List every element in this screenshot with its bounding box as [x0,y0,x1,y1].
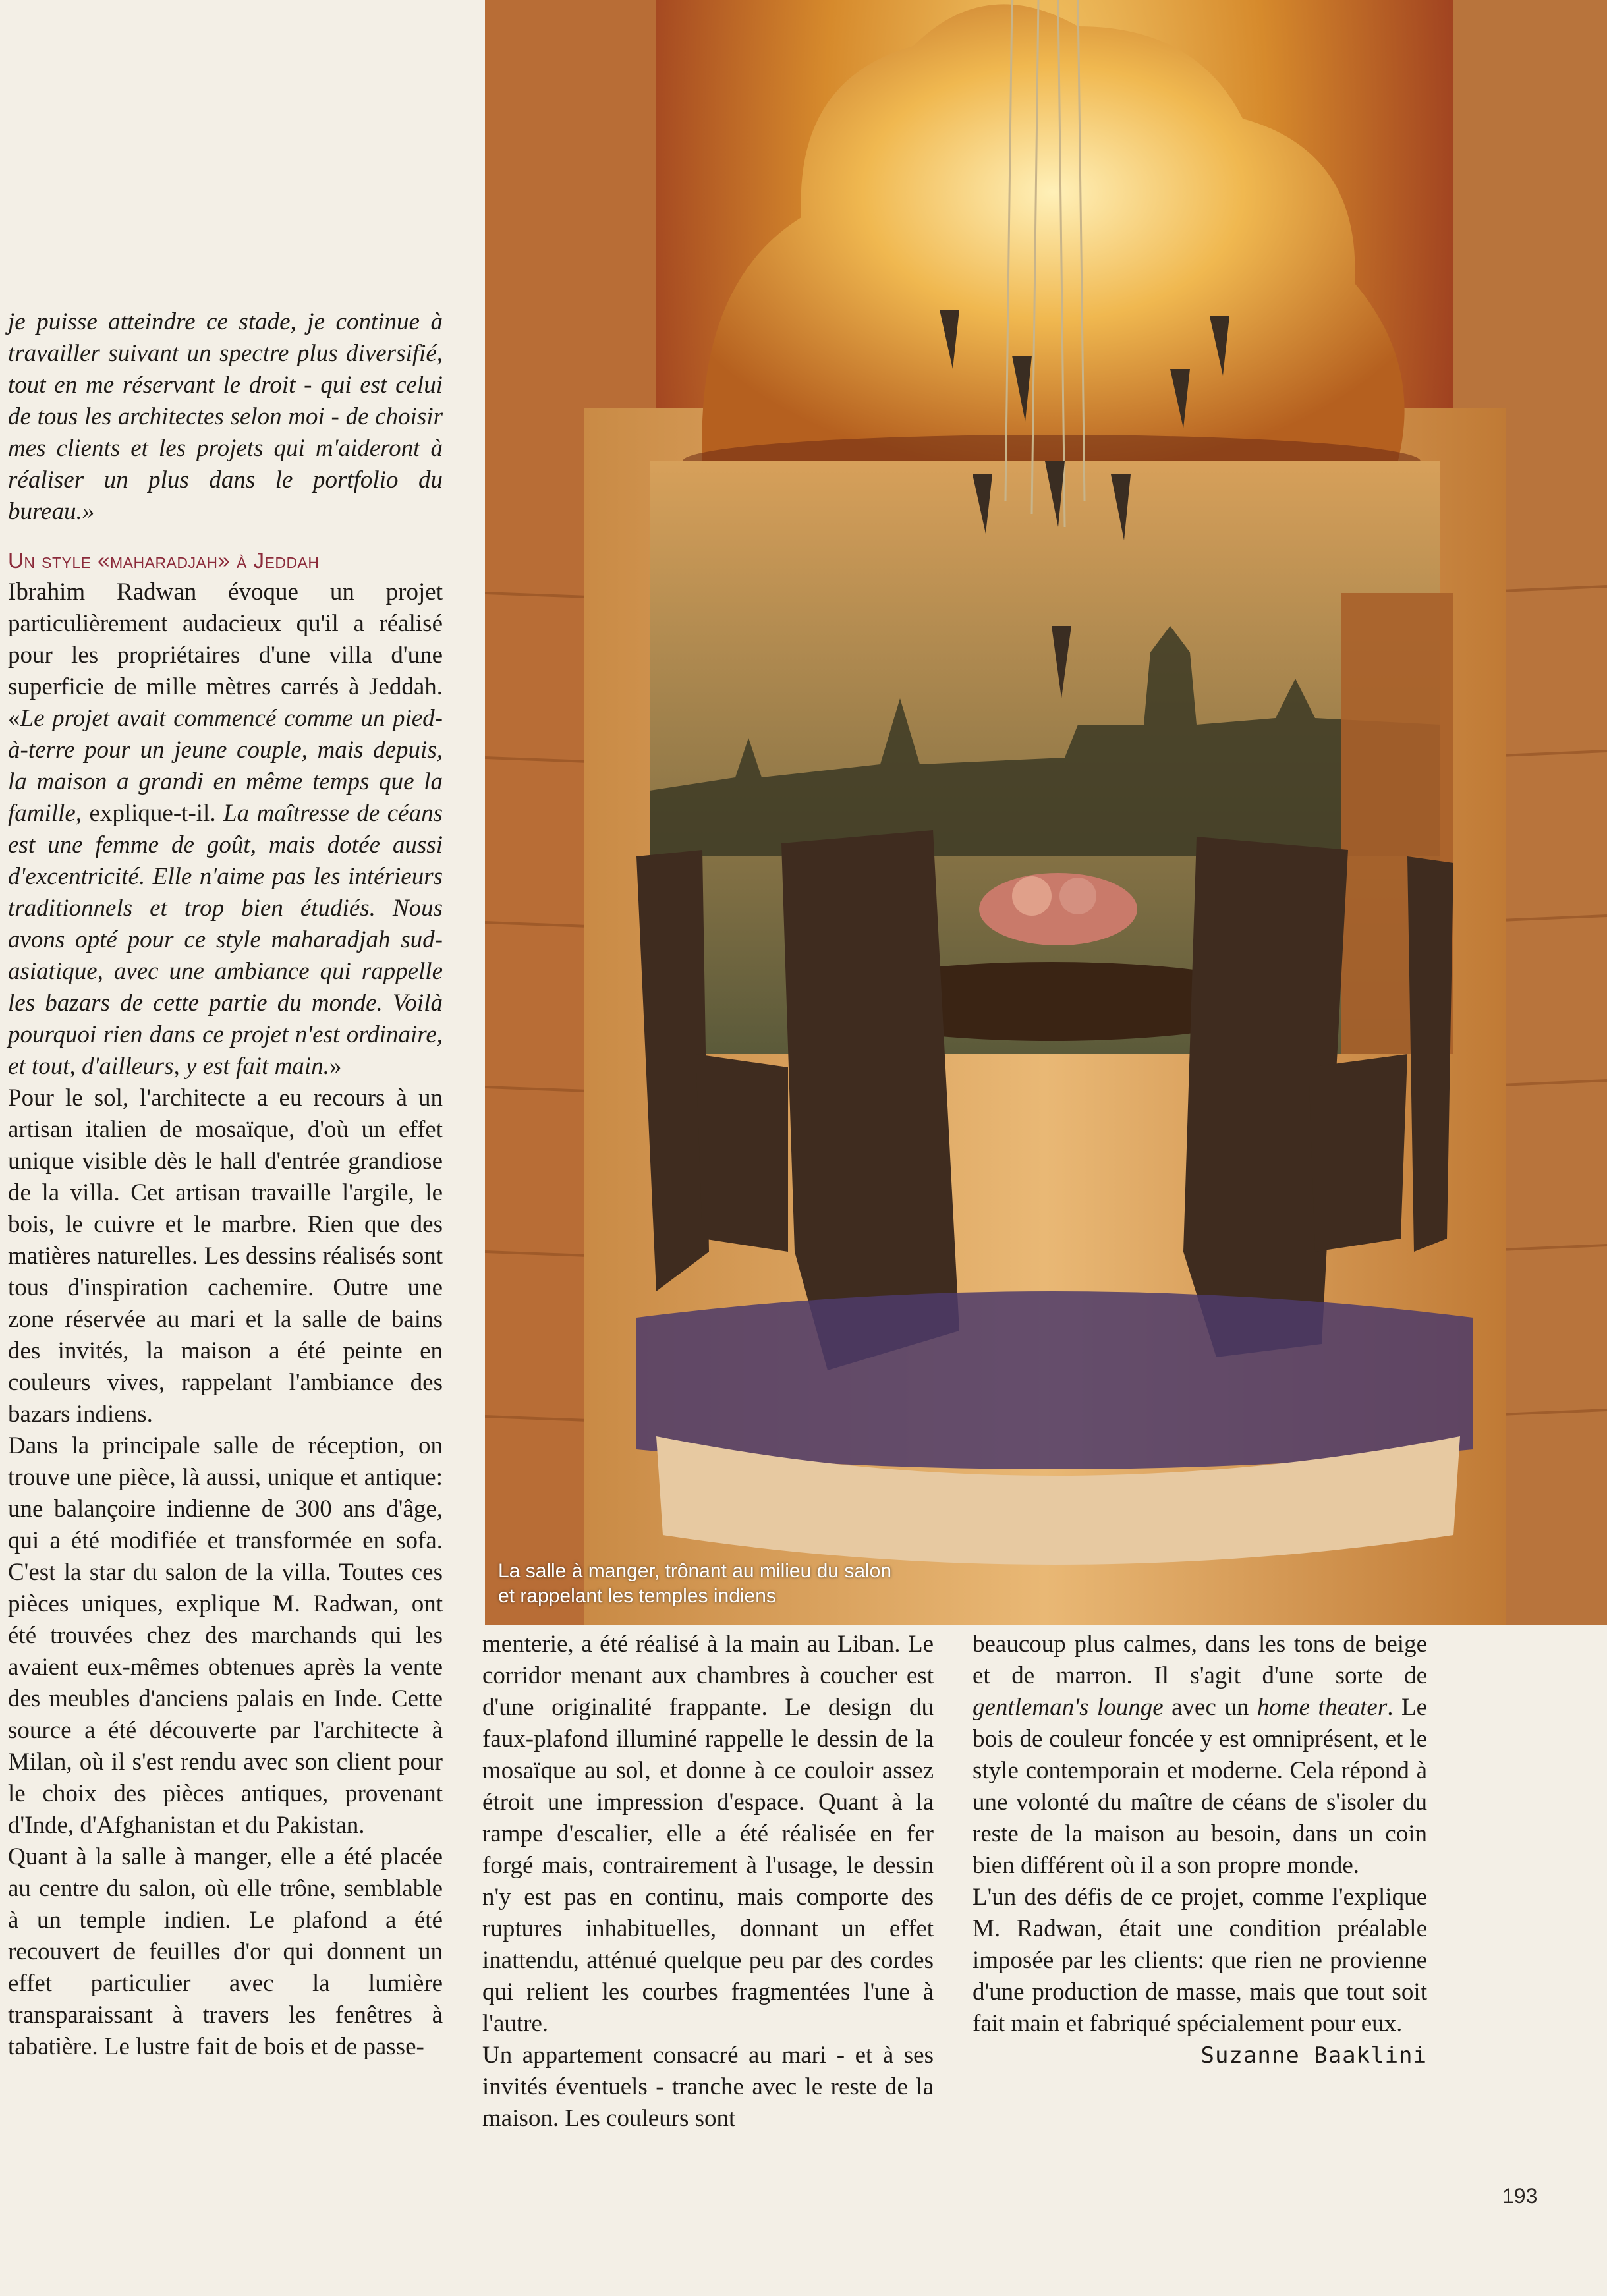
body-paragraph: Quant à la salle à manger, elle a été placée au centre du salon, où elle trône, semblable à un temple indien. Le plafond a été recouvert de feuilles d'or qui donnent un effet particulier avec la lumière transparaissant à travers les fenêtres à tabatière. Le lustre fait de bois et de passe- [8,1843,443,2060]
text-column-middle [482,1629,934,2135]
body-paragraph [8,576,443,1082]
photo-illustration [485,0,1607,1625]
text-span: beaucoup plus calmes, dans les tons de beige et de marron. Il s'agit d'une sorte de [973,1631,1427,1689]
body-paragraph: menterie, a été réalisé à la main au Liban. Le corridor menant aux chambres à coucher est d'une originalité frappante. Le design du faux-plafond illuminé rappelle le dessin de la mosaïque au sol, et donne à ce couloir assez étroit une impression d'espace. Quant à la rampe d'escalier, elle a été réalisée en fer forgé mais, contrairement à l'usage, le dessin n'y est pas en continu, mais comporte des ruptures inhabituelles, donnant un effet inattendu, atténué quelque peu par des cordes qui relient les courbes fragmentées l'une à l'autre. [482,1631,934,2037]
section-heading: Un style «maharadjah» à Jeddah [8,548,320,573]
text-column-left [8,306,443,2063]
golden-dome [702,4,1404,474]
text-span: explique-t-il. [82,800,224,827]
author-byline: Suzanne Baaklini [1200,2042,1427,2069]
text-span: » [329,1053,342,1080]
body-paragraph: L'un des défis de ce projet, comme l'explique M. Radwan, était une condition préalable imposée par les clients: que rien ne provienne d'une production de masse, mais que tout soit fait main et fabriqué spécialement pour eux. [973,1884,1427,2037]
text-span: Ibrahim Radwan évoque un projet particulièrement audacieux qu'il a réalisé pour les propriétaires d'une villa d'une superficie de mille mètres carrés à Jeddah. « [8,578,443,732]
caption-line: et rappelant les temples indiens [498,1585,776,1607]
flower-arrangement [979,873,1137,945]
text-column-right [973,1629,1427,2071]
body-paragraph: Un appartement consacré au mari - et à ses invités éventuels - tranche avec le reste de la maison. Les couleurs sont [482,2042,934,2132]
italic-term: home theater [1256,1694,1388,1721]
caption-line: La salle à manger, trônant au milieu du salon [498,1560,892,1582]
text-span: . Le bois de couleur foncée y est omniprésent, et le style contemporain et moderne. Cela répond à une volonté du maître de céans de s'isoler du reste de la maison au besoin, dans un coin bien différent où il a son propre monde. [973,1694,1427,1879]
body-paragraph: Pour le sol, l'architecte a eu recours à un artisan italien de mosaïque, d'où un effet unique visible dès le hall d'entrée grandiose de la villa. Cet artisan travaille l'argile, le bois, le cuivre et le marbre. Rien que des matières naturelles. Les dessins réalisés sont tous d'inspiration cachemire. Outre une zone réservée au mari et la salle de bains des invités, la maison a été peinte en couleurs vives, rappelant l'ambiance des bazars indiens. [8,1084,443,1428]
italic-term: gentleman's lounge [973,1694,1164,1721]
intro-quote-paragraph: je puisse atteindre ce stade, je continue à travailler suivant un spectre plus diversifié, tout en me réservant le droit - qui est celui de tous les architectes selon moi - de choisir mes clients et les projets qui m'aideront à réaliser un plus dans le portfolio du bureau.» [8,308,443,525]
text-span: avec un [1163,1694,1257,1721]
quote-span: Le projet avait commencé comme un pied-à-terre pour un jeune couple, mais depuis, la maison a grandi en même temps que la famille, [8,705,443,827]
page-number: 193 [1502,2184,1538,2208]
body-paragraph [973,1629,1427,1882]
mosaic-floor [636,1291,1473,1469]
body-paragraph: Dans la principale salle de réception, on trouve une pièce, là aussi, unique et antique: une balançoire indienne de 300 ans d'âge, qui a été modifiée et transformée en sofa. C'est la star du salon de la villa. Toutes ces pièces uniques, explique M. Radwan, ont été trouvées chez des marchands qui les avaient eux-mêmes obtenues après la vente des meubles d'anciens palais en Inde. Cette source a été découverte par l'architecte à Milan, où il s'est rendu avec son client pour le choix des pièces antiques, provenant d'Inde, d'Afghanistan et du Pakistan. [8,1432,443,1839]
dining-room-photo [485,0,1607,1625]
quote-span: La maîtresse de céans est une femme de goût, mais dotée aussi d'excentricité. Elle n'aime pas les intérieurs traditionnels et trop bien étudiés. Nous avons opté pour ce style maharadjah sud-asiatique, avec une ambiance qui rappelle les bazars de cette partie du monde. Voilà pourquoi rien dans ce projet n'est ordinaire, et tout, d'ailleurs, y est fait main. [8,800,443,1080]
photo-caption [498,1559,891,1609]
